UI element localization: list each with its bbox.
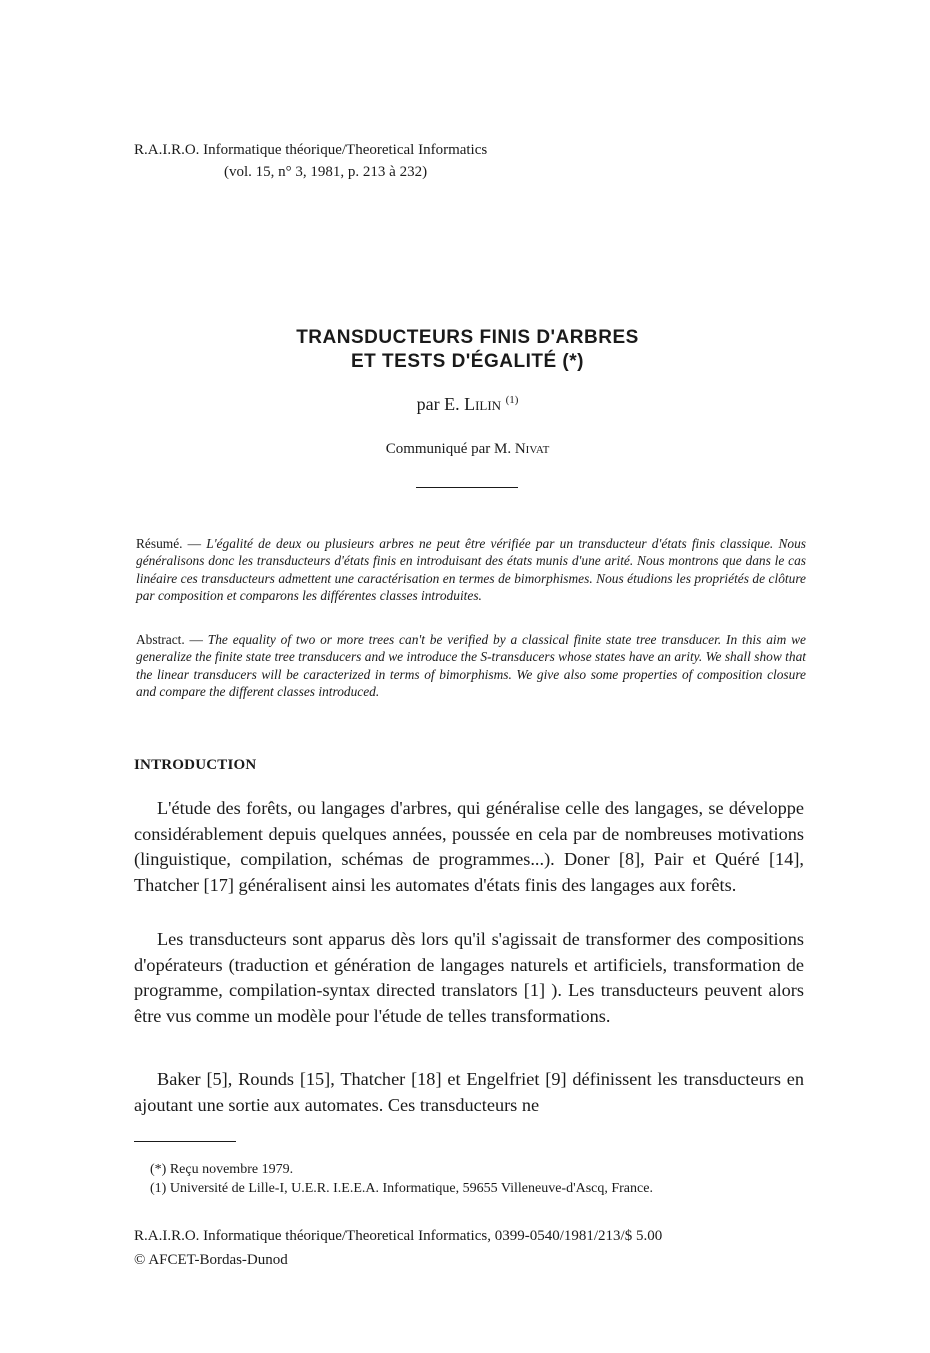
paper-title <box>0 326 930 374</box>
journal-header <box>134 139 487 183</box>
footnote-2 <box>150 1179 653 1198</box>
title-line-1: TRANSDUCTEURS FINIS D'ARBRES <box>296 327 639 348</box>
paragraph-2-text: Les transducteurs sont apparus dès lors qu'il s'agissait de transformer des compositions d'opérateurs (traduction et génération de langages naturels et artificiels, transformation de programme, compilation-syntax directed translators [1] ). Les transducteurs peuvent alors être vus comme un modèle pour l'étude de telles transformations. <box>134 929 804 1026</box>
author-line <box>0 394 930 415</box>
journal-name: R.A.I.R.O. Informatique théorique/Theoretical Informatics <box>134 142 488 158</box>
abstract-english <box>136 631 806 701</box>
footnotes <box>150 1160 653 1198</box>
footer-journal: R.A.I.R.O. Informatique théorique/Theoretical Informatics, 0399-0540/1981/213/$ 5.00 <box>134 1228 663 1244</box>
paragraph-3 <box>134 1067 804 1118</box>
communicated-name: Nivat <box>514 441 550 457</box>
footnote-1: (*) Reçu novembre 1979. <box>150 1162 294 1177</box>
page-footer <box>134 1224 662 1272</box>
title-divider <box>416 487 518 488</box>
title-line-2: ET TESTS D'ÉGALITÉ (*) <box>351 351 584 372</box>
author-footnote-mark: (1) <box>505 394 519 406</box>
paragraph-1-text: L'étude des forêts, ou langages d'arbres, qui généralise celle des langages, se développe considérablement depuis quelques années, poussée en cela par de nombreuses motivations (linguistique, compilation, schémas de programmes...). Doner [8], Pair et Quéré [14], Thatcher [17] généralisent ainsi les automates d'états finis des langages aux forêts. <box>134 798 804 895</box>
footnote-divider <box>134 1141 236 1142</box>
section-heading: INTRODUCTION <box>134 757 257 773</box>
paragraph-1 <box>134 796 804 898</box>
communicated-prefix: Communiqué par M. <box>385 441 512 457</box>
journal-volume: (vol. 15, n° 3, 1981, p. 213 à 232) <box>224 164 428 180</box>
author-prefix: par E. <box>416 394 460 414</box>
paragraph-2 <box>134 927 804 1029</box>
communicated-by <box>0 441 930 458</box>
author-name: Lilin <box>464 394 502 414</box>
abstract-english-label: Abstract. — <box>136 632 203 647</box>
abstract-french <box>136 535 806 605</box>
footnote-2-text: Université de Lille-I, U.E.R. I.E.E.A. Informatique, 59655 Villeneuve-d'Ascq, France. <box>169 1181 653 1196</box>
footnote-2-mark: (1) <box>150 1181 167 1196</box>
paragraph-3-text: Baker [5], Rounds [15], Thatcher [18] et Engelfriet [9] définissent les transducteurs en ajoutant une sortie aux automates. Ces transducteurs ne <box>134 1069 804 1115</box>
abstract-french-text: L'égalité de deux ou plusieurs arbres ne peut être vérifiée par un transducteur d'états finis classique. Nous généralisons donc les transducteurs d'états finis en introduisant des états munis d'une arité. Nous montrons que dans le cas linéaire ces transducteurs admettent une caractérisation en termes de bimorphismes. Nous étudions les propriétés de clôture par composition et comparons les différentes classes introduites. <box>136 536 806 604</box>
footer-copyright: © AFCET-Bordas-Dunod <box>134 1252 288 1268</box>
abstract-french-label: Résumé. — <box>136 536 202 551</box>
abstract-english-text: The equality of two or more trees can't be verified by a classical finite state tree transducer. In this aim we generalize the finite state tree transducers and we introduce the S-transducers whose states have an arity. We shall show that the linear transducers will be caracterized in terms of bimorphisms. We give also some properties of composition closure and compare the different classes introduced. <box>136 632 806 700</box>
